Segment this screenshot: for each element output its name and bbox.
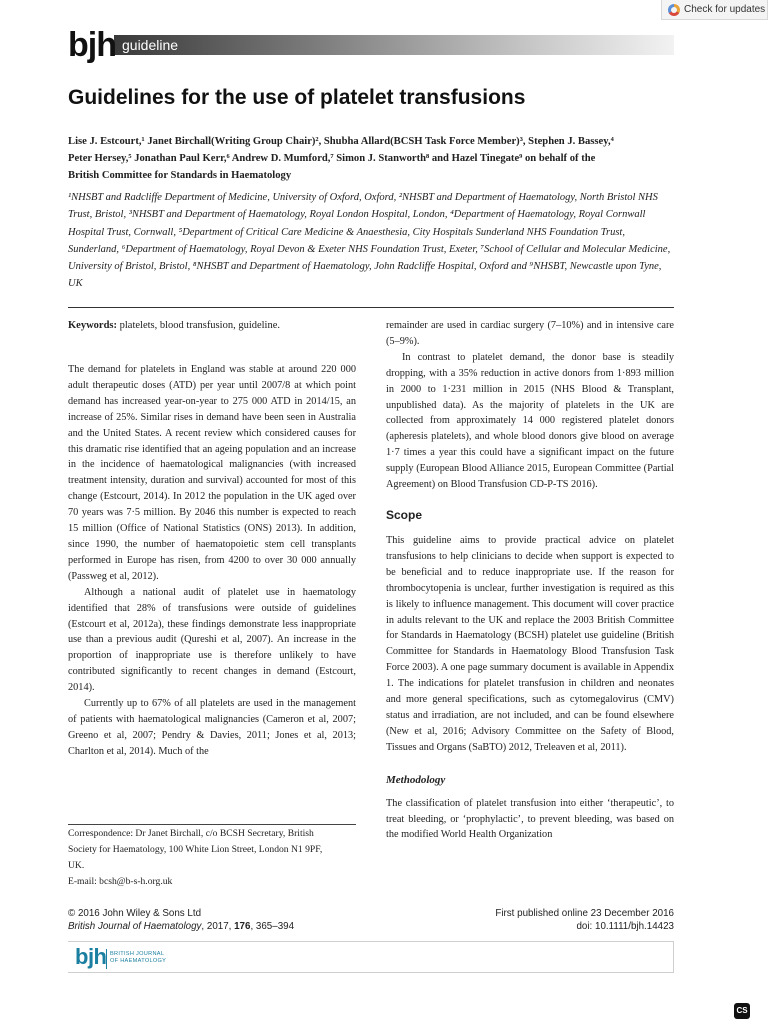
body-paragraph: The demand for platelets in England was stable at around 220 000 adult therapeutic doses (ATD) per year until 2007/8 at which point demand has increased year-on-year to 275 000 ATD in 2014/15, an increase of 25%. Similar rises in demand have been seen in Australia and the United States. A recent review which considered causes for this dramatic rise identified that an ageing population and an increase in the incidence of haematological malignancies (with increased treatment intensity, duration and survival) accounted for most of this change (Estcourt, 2014). In 2012 the population in the UK aged over 70 years was 7·5 million. By 2046 this number is expected to reach 15 million (Office of National Statistics (ONS) 2013). In addition, since 1990, the number of haematopoietic stem cell transplants performed in Europe has risen, from 4200 to over 30 000 annually (Passweg et al, 2012). bbox=[68, 364, 356, 582]
author-line: British Committee for Standards in Haematology bbox=[68, 170, 292, 181]
body-paragraph: The classification of platelet transfusion into either ‘therapeutic’, to treat bleeding, or ‘prophylactic’, to prevent bleeding, was based on the modified World Health Organization bbox=[386, 797, 674, 841]
keywords bbox=[68, 318, 356, 334]
affiliations: ¹NHSBT and Radcliffe Department of Medicine, University of Oxford, Oxford, ²NHSBT and Department of Haematology, North Bristol NHS Trust, Bristol, ³NHSBT and Department of Haematology, Royal London Hospital, London, ⁴Department of Haematology, Royal Cornwall Hospital Trust, Cornwall, ⁵Department of Critical Care Medicine & Anaesthesia, City Hospitals Sunderland NHS Foundation Trust, Sunderland, ⁶Department of Haematology, Royal Devon & Exeter NHS Foundation Trust, Exeter, ⁷School of Cellular and Molecular Medicine, University of Bristol, Bristol, ⁸NHSBT and Department of Haematology, John Radcliffe Hospital, Oxford and ⁹NHSBT, Newcastle upon Tyne, UK bbox=[68, 192, 671, 290]
body-paragraph: In contrast to platelet demand, the donor base is steadily dropping, with a 35% reduction in active donors from 1·893 million in 2000 to 1·231 million in 2015 (NHS Blood & Transplant, unpublished data). As the majority of platelets in the UK are collected from approximately 14 000 registered platelet donors (apheresis platelets), and whole blood donors give blood on average 1·7 times a year this could have a significant impact on the future supply (European Blood Alliance 2015, European Committee (Partial Agreement) on Blood Transfusion CD-P-TS 2016). bbox=[386, 351, 674, 491]
correspondence-line: UK. bbox=[68, 860, 85, 871]
correspondence-email[interactable]: E-mail: bcsh@b-s-h.org.uk bbox=[68, 876, 173, 887]
body-paragraph: Although a national audit of platelet use in haematology identified that 28% of transfusions were outside of guidelines (Estcourt et al, 2012a), these findings demonstrate less inappropriate use than a previous audit (Qureshi et al, 2007). An increase in the proportion of inappropriate use is therefore unlikely to have contributed significantly to recent changes in demand (Estcourt, 2014). bbox=[68, 586, 356, 694]
journal-name: British Journal of Haematology bbox=[68, 921, 202, 932]
journal-logo: bjh bbox=[68, 26, 116, 64]
footer-logo-text bbox=[110, 951, 166, 965]
keywords-text: platelets, blood transfusion, guideline. bbox=[117, 320, 281, 331]
footer-logo-line: OF HAEMATOLOGY bbox=[110, 958, 167, 964]
check-for-updates-button[interactable] bbox=[661, 0, 768, 20]
crossmark-icon bbox=[668, 4, 680, 16]
left-column bbox=[68, 318, 356, 760]
check-for-updates-label: Check for updates bbox=[684, 4, 766, 15]
footer-logo-divider bbox=[106, 949, 107, 969]
citation-year: , 2017, bbox=[201, 921, 235, 932]
correspondence bbox=[68, 826, 356, 890]
author-line: Lise J. Estcourt,¹ Janet Birchall(Writing Group Chair)², Shubha Allard(BCSH Task Force Member)³, Stephen J. Bassey,⁴ bbox=[68, 136, 614, 147]
correspondence-line: Society for Haematology, 100 White Lion Street, London N1 9PF, bbox=[68, 844, 323, 855]
footer-journal-logo: bjh bbox=[75, 944, 107, 969]
section-heading-scope: Scope bbox=[386, 507, 423, 522]
keywords-label: Keywords: bbox=[68, 320, 117, 331]
cs-badge-icon: CS bbox=[734, 1003, 750, 1019]
doi-link[interactable]: doi: 10.1111/bjh.14423 bbox=[576, 921, 674, 932]
author-line: Peter Hersey,⁵ Jonathan Paul Kerr,⁶ Andrew D. Mumford,⁷ Simon J. Stanworth⁸ and Hazel Tinegate⁹ on behalf of the bbox=[68, 153, 596, 164]
right-column bbox=[386, 318, 674, 843]
correspondence-line: Correspondence: Dr Janet Birchall, c/o BCSH Secretary, British bbox=[68, 828, 314, 839]
footer-logo-line: BRITISH JOURNAL bbox=[110, 951, 165, 957]
author-list bbox=[68, 133, 674, 184]
footer-publication bbox=[414, 907, 674, 933]
article-title: Guidelines for the use of platelet transfusions bbox=[68, 86, 526, 109]
section-label: guideline bbox=[122, 37, 179, 53]
masthead-bar bbox=[114, 35, 674, 55]
published-date: First published online 23 December 2016 bbox=[495, 908, 674, 919]
body-paragraph: Currently up to 67% of all platelets are used in the management of patients with haematological malignancies (Cameron et al, 2007; Greeno et al, 2007; Pendry & Davies, 2011; Jones et al, 2013; Charlton et al, 2014). Much of the bbox=[68, 698, 356, 757]
subsection-heading-methodology: Methodology bbox=[386, 773, 446, 786]
copyright: © 2016 John Wiley & Sons Ltd bbox=[68, 908, 202, 919]
correspondence-divider bbox=[68, 824, 356, 825]
pages: , 365–394 bbox=[250, 921, 295, 932]
header-divider bbox=[68, 307, 674, 308]
footer-citation bbox=[68, 907, 294, 933]
volume: 176 bbox=[234, 921, 251, 932]
body-paragraph: remainder are used in cardiac surgery (7–10%) and in intensive care (5–9%). bbox=[386, 320, 674, 347]
body-paragraph: This guideline aims to provide practical advice on platelet transfusions to help clinicians to decide when support is expected to be beneficial and to reduce inappropriate use. If the reason for thrombocytopenia is unclear, further investigation is required as this is likely to influence management. This document will cover practice in adults relevant to the UK and replace the 2003 British Committee for Standards in Haematology (BCSH) platelet use guideline (British Committee for Standards in Haematology Blood Transfusion Task Force 2003). A one page summary document is available in Appendix 1. The indications for platelet transfusion in children and neonates and more general specifications, such as cytomegalovirus (CMV) status and irradiation, are not included, and can be found elsewhere (New et al, 2016; Advisory Committee on the Safety of Blood, Tissues and Organs (SaBTO) 2012, Treleaven et al, 2011). bbox=[386, 534, 674, 753]
